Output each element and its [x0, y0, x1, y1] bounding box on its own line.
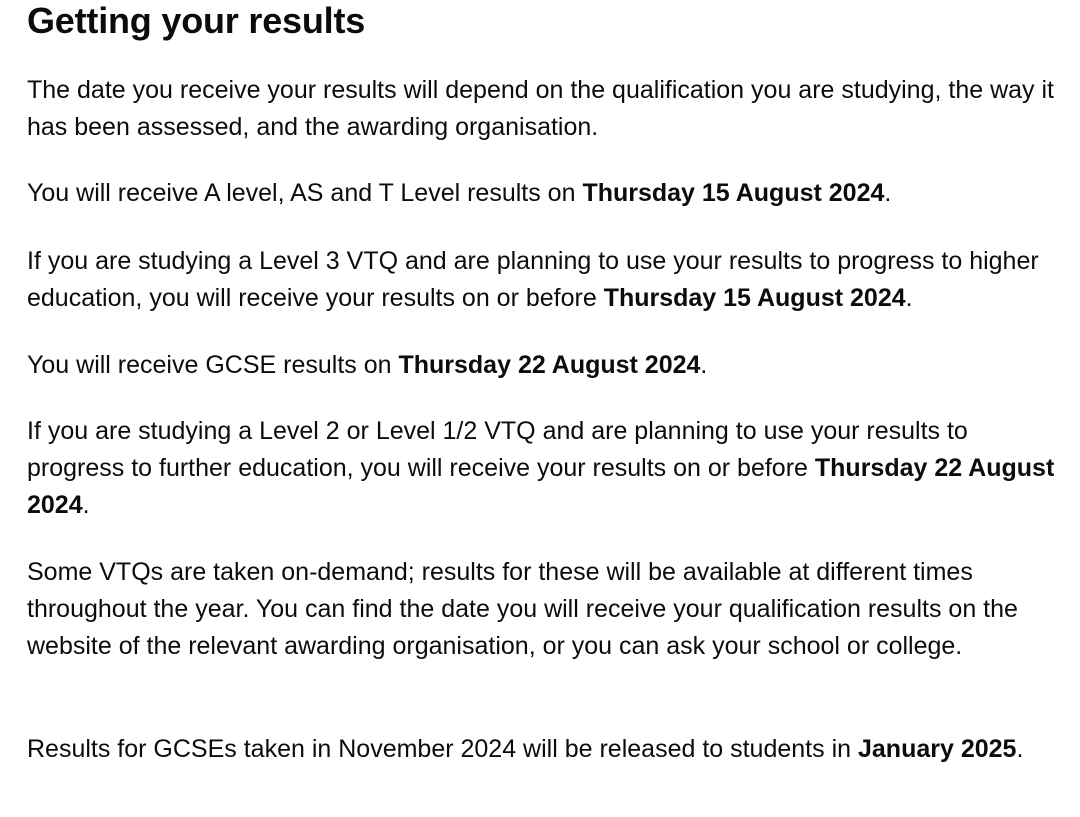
paragraph-punctuation: .	[884, 179, 892, 207]
paragraph-punctuation: .	[1016, 735, 1024, 763]
level-2-vtq-results-paragraph	[27, 413, 1067, 524]
paragraph-text: If you are studying a Level 3 VTQ and are planning to use your results to progress to higher education, you will receive your results on or before	[27, 247, 1039, 312]
results-date: Thursday 15 August 2024	[603, 284, 906, 312]
a-level-results-paragraph	[27, 175, 891, 212]
paragraph-punctuation: .	[905, 284, 913, 312]
results-date: Thursday 15 August 2024	[582, 179, 885, 207]
paragraph-text: If you are studying a Level 2 or Level 1/2 VTQ and are planning to use your results to progress to further education, you will receive your results on or before	[27, 417, 968, 482]
gcse-results-paragraph	[27, 347, 707, 384]
results-date: Thursday 22 August 2024	[27, 454, 1055, 519]
level-3-vtq-results-paragraph	[27, 243, 1067, 317]
paragraph-punctuation: .	[82, 491, 90, 519]
results-intro-paragraph: The date you receive your results will depend on the qualification you are studying, the way it has been assessed, and the awarding organisation.	[27, 76, 1054, 141]
page-title: Getting your results	[27, 0, 366, 41]
results-date: Thursday 22 August 2024	[398, 351, 701, 379]
paragraph-text: Results for GCSEs taken in November 2024 will be released to students in	[27, 735, 858, 763]
november-gcse-results-paragraph	[27, 731, 1023, 768]
paragraph-punctuation: .	[700, 351, 708, 379]
on-demand-vtq-paragraph: Some VTQs are taken on-demand; results for these will be available at different times throughout the year. You can find the date you will receive your qualification results on the website of the relevant awarding organisation, or you can ask your school or college.	[27, 558, 1018, 660]
paragraph-text: You will receive A level, AS and T Level results on	[27, 179, 583, 207]
results-date: January 2025	[857, 735, 1017, 763]
paragraph-text: You will receive GCSE results on	[27, 351, 399, 379]
